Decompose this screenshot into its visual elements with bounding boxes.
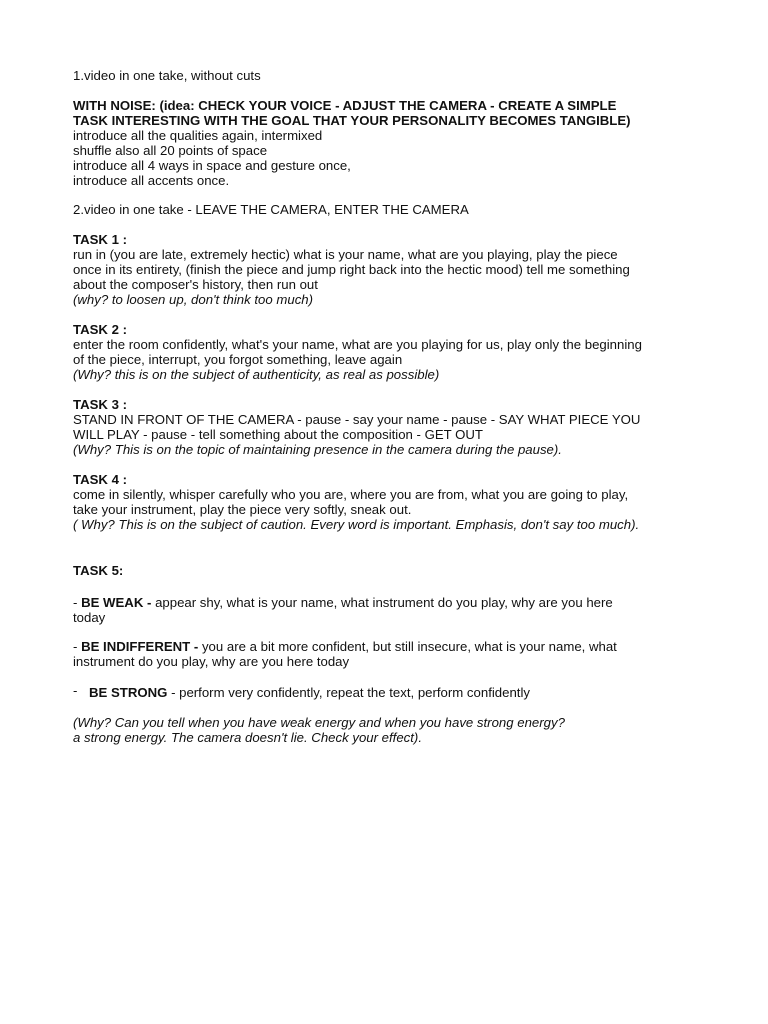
task5-why-line-2: a strong energy. The camera doesn't lie. Check your effect). <box>73 730 422 745</box>
be-weak-dash: - <box>73 595 82 610</box>
task4-line-1: come in silently, whisper carefully who you are, where you are from, what you are going to play, <box>73 487 629 502</box>
noise-line-3: introduce all 4 ways in space and gesture once, <box>73 158 351 173</box>
be-strong-label: BE STRONG <box>89 685 168 700</box>
noise-heading-line-1: WITH NOISE: (idea: CHECK YOUR VOICE - ADJUST THE CAMERA - CREATE A SIMPLE <box>73 98 617 113</box>
task3-why: (Why? This is on the topic of maintaining presence in the camera during the pause). <box>73 442 562 457</box>
be-weak-label: BE WEAK - <box>81 595 152 610</box>
task3-line-1: STAND IN FRONT OF THE CAMERA - pause - say your name - pause - SAY WHAT PIECE YOU <box>73 412 641 427</box>
task5-why-line-1: (Why? Can you tell when you have weak energy and when you have strong energy? <box>73 715 565 730</box>
task2-heading: TASK 2 : <box>73 322 127 337</box>
noise-line-2: shuffle also all 20 points of space <box>73 143 268 158</box>
task5-heading: TASK 5: <box>73 563 124 578</box>
video1-intro: 1.video in one take, without cuts <box>73 68 261 83</box>
task1-line-2: once in its entirety, (finish the piece and jump right back into the hectic mood) tell me something <box>73 262 630 277</box>
be-weak-line-2: today <box>73 610 106 625</box>
task4-why: ( Why? This is on the subject of caution. Every word is important. Emphasis, don't say too much). <box>73 517 640 532</box>
be-weak-text: appear shy, what is your name, what instrument do you play, why are you here <box>151 595 613 610</box>
noise-line-1: introduce all the qualities again, intermixed <box>73 128 323 143</box>
task2-why: (Why? this is on the subject of authenticity, as real as possible) <box>73 367 440 382</box>
task3-heading: TASK 3 : <box>73 397 127 412</box>
task1-line-1: run in (you are late, extremely hectic) what is your name, what are you playing, play the piece <box>73 247 618 262</box>
noise-line-4: introduce all accents once. <box>73 173 230 188</box>
be-indifferent-text: you are a bit more confident, but still insecure, what is your name, what <box>198 639 617 654</box>
noise-heading-line-2: TASK INTERESTING WITH THE GOAL THAT YOUR PERSONALITY BECOMES TANGIBLE) <box>73 113 631 128</box>
be-strong-line <box>89 685 530 700</box>
be-weak-line-1 <box>73 595 613 610</box>
task3-line-2: WILL PLAY - pause - tell something about the composition - GET OUT <box>73 427 483 442</box>
task1-why: (why? to loosen up, don't think too much) <box>73 292 314 307</box>
be-strong-bullet: - <box>73 683 78 698</box>
be-indifferent-label: BE INDIFFERENT - <box>81 639 199 654</box>
task1-line-3: about the composer's history, then run out <box>73 277 318 292</box>
task2-line-1: enter the room confidently, what's your name, what are you playing for us, play only the beginning <box>73 337 642 352</box>
be-indifferent-dash: - <box>73 639 82 654</box>
task1-heading: TASK 1 : <box>73 232 127 247</box>
be-strong-text: - perform very confidently, repeat the text, perform confidently <box>167 685 530 700</box>
video2-intro: 2.video in one take - LEAVE THE CAMERA, ENTER THE CAMERA <box>73 202 469 217</box>
be-indifferent-line-1 <box>73 639 617 654</box>
be-indifferent-line-2: instrument do you play, why are you here today <box>73 654 350 669</box>
task2-line-2: of the piece, interrupt, you forgot something, leave again <box>73 352 403 367</box>
task4-heading: TASK 4 : <box>73 472 127 487</box>
task4-line-2: take your instrument, play the piece very softly, sneak out. <box>73 502 412 517</box>
